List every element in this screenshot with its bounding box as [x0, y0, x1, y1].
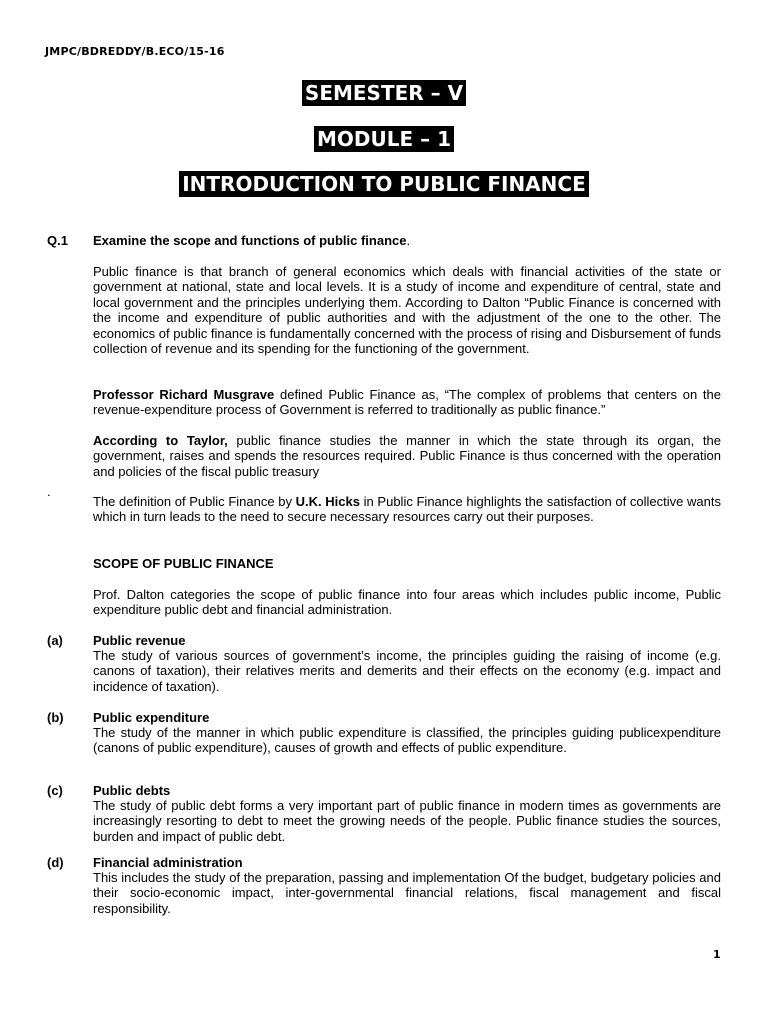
item-b-label: (b)	[47, 710, 64, 725]
item-c-title: Public debts	[93, 783, 171, 798]
item-d-body: This includes the study of the preparation, passing and implementation Of the budget, budgetary policies and their socio-economic impact, inter-governmental financial relations, fiscal management and fiscal responsibility.	[93, 870, 721, 916]
taylor-name: According to Taylor,	[93, 433, 228, 448]
question-number: Q.1	[47, 233, 68, 248]
page-number: 1	[713, 948, 721, 961]
document-title-text: INTRODUCTION TO PUBLIC FINANCE	[179, 171, 589, 197]
semester-heading	[0, 80, 768, 106]
paragraph-definition: Public finance is that branch of general economics which deals with financial activities of the state or government at national, state and local levels. It is a study of income and expenditure of central, state and local government and the principles underlying them. According to Dalton “Public Finance is concerned with the income and expenditure of public authorities and with the adjustment of the one to the other. The economics of public finance is fundamentally concerned with the process of rising and Disbursement of funds collection of revenue and its spending for the functioning of the government.	[93, 264, 721, 357]
item-c-body: The study of public debt forms a very important part of public finance in modern times as governments are increasingly resorting to debt to meet the growing needs of the people. Public finance studies the sources, burden and impact of public debt.	[93, 798, 721, 844]
hicks-pre: The definition of Public Finance by	[93, 494, 296, 509]
question-period: .	[406, 233, 411, 248]
module-heading	[0, 126, 768, 152]
item-d-title: Financial administration	[93, 855, 243, 870]
paragraph-hicks	[93, 494, 721, 525]
item-a-body: The study of various sources of government’s income, the principles guiding the raising of income (e.g. canons of taxation), their relatives merits and demerits and their effects on the economy (e.g. impact and incidence of taxation).	[93, 648, 721, 694]
question-title: Examine the scope and functions of public finance	[93, 233, 407, 248]
document-reference-code: JMPC/BDREDDY/B.ECO/15-16	[45, 45, 225, 58]
item-c-label: (c)	[47, 783, 63, 798]
musgrave-name: Professor Richard Musgrave	[93, 387, 275, 402]
hicks-text: in Public Finance highlights the satisfaction of collective wants which in turn leads to the need to secure necessary resources carry out their purposes.	[93, 494, 721, 525]
module-heading-text: MODULE – 1	[314, 126, 454, 152]
musgrave-text: defined Public Finance as, “The complex of problems that centers on the revenue-expenditure process of Government is referred to traditionally as public finance.”	[93, 387, 721, 418]
paragraph-musgrave	[93, 387, 721, 418]
document-title	[0, 171, 768, 197]
taylor-text: public finance studies the manner in which the state through its organ, the government, raises and spends the resources required. Public Finance is thus concerned with the operation and policies of the fiscal public treasury	[93, 433, 721, 479]
scope-intro: Prof. Dalton categories the scope of public finance into four areas which includes public income, Public expenditure public debt and financial administration.	[93, 587, 721, 618]
item-b-body: The study of the manner in which public expenditure is classified, the principles guiding publicexpenditure (canons of public expenditure), causes of growth and effects of public expenditure.	[93, 725, 721, 756]
item-b-title: Public expenditure	[93, 710, 210, 725]
paragraph-taylor	[93, 433, 721, 479]
semester-heading-text: SEMESTER – V	[302, 80, 466, 106]
item-a-title: Public revenue	[93, 633, 186, 648]
item-d-label: (d)	[47, 855, 64, 870]
stray-dot: .	[47, 484, 51, 499]
item-a-label: (a)	[47, 633, 63, 648]
hicks-name: U.K. Hicks	[295, 494, 360, 509]
question-text	[93, 233, 721, 248]
scope-heading: SCOPE OF PUBLIC FINANCE	[93, 556, 274, 571]
